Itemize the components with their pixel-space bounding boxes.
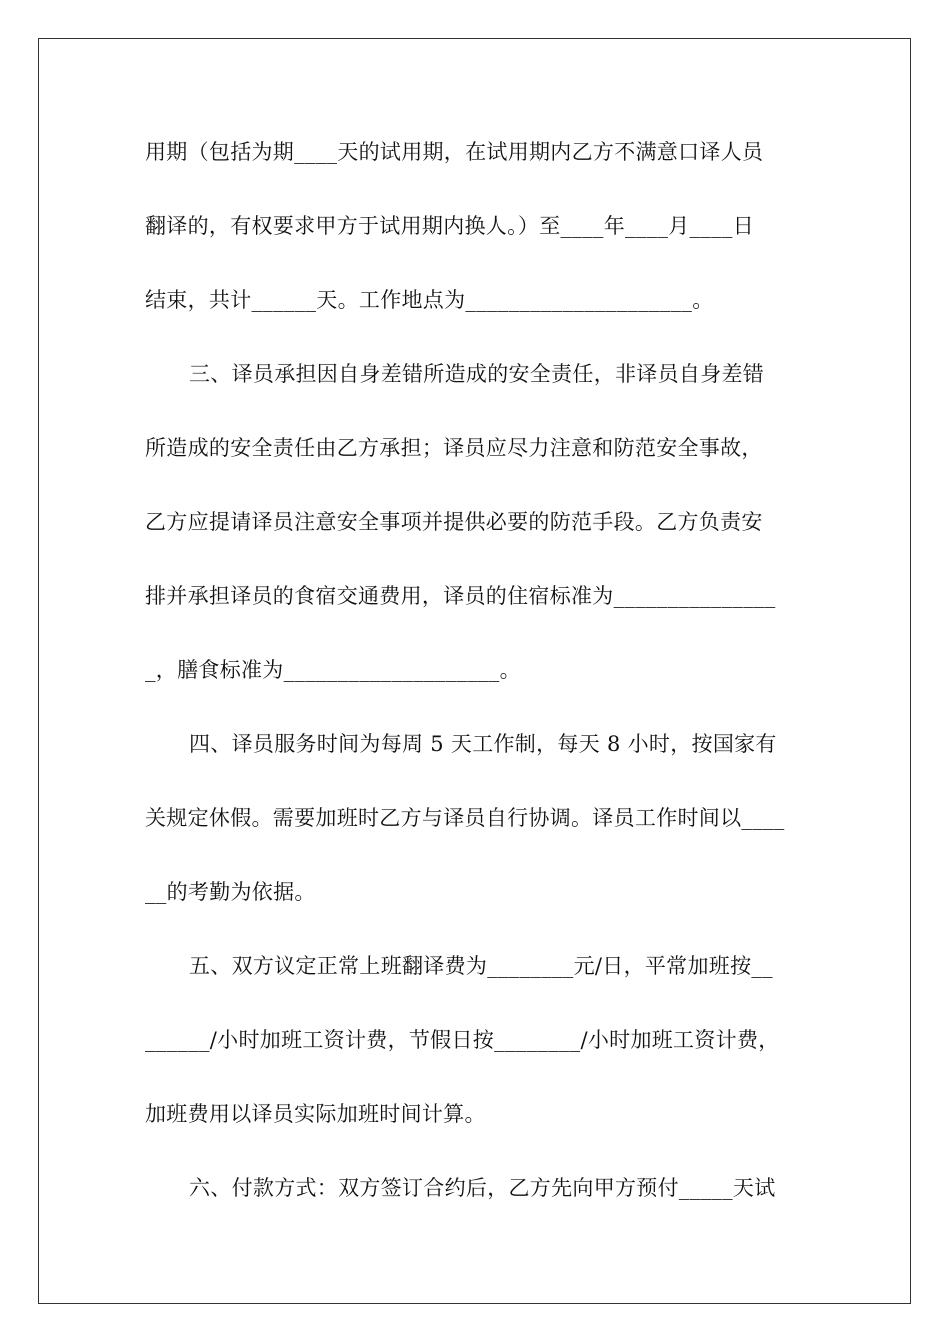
paragraph-5-start: 五、双方议定正常上班翻译费为________元/日，平常加班按__ [189, 954, 773, 978]
text-line: 乙方应提请译员注意安全事项并提供必要的防范手段。乙方负责安 [145, 510, 763, 534]
text-line: 排并承担译员的食宿交通费用，译员的住宿标准为_______________ [145, 584, 776, 608]
paragraph-3-start: 三、译员承担因自身差错所造成的安全责任，非译员自身差错 [189, 362, 765, 386]
text-line: 所造成的安全责任由乙方承担；译员应尽力注意和防范安全事故， [145, 436, 763, 460]
text-line: 翻译的，有权要求甲方于试用期内换人。）至____年____月____日 [145, 214, 754, 238]
text-line: 关规定休假。需要加班时乙方与译员自行协调。译员工作时间以____ [145, 806, 785, 830]
text-line: ______/小时加班工资计费，节假日按________/小时加班工资计费， [145, 1028, 780, 1052]
text-line: _，膳食标准为____________________。 [145, 658, 521, 682]
paragraph-6-start: 六、付款方式：双方签订合约后，乙方先向甲方预付_____天试 [189, 1176, 776, 1200]
text-line: 用期（包括为期____天的试用期，在试用期内乙方不满意口译人员 [145, 140, 764, 164]
text-line: 加班费用以译员实际加班时间计算。 [145, 1102, 486, 1126]
text-line: __的考勤为依据。 [145, 880, 316, 904]
paragraph-4-start: 四、译员服务时间为每周 5 天工作制，每天 8 小时，按国家有 [189, 732, 777, 756]
text-line: 结束，共计______天。工作地点为_____________________。 [145, 288, 714, 312]
